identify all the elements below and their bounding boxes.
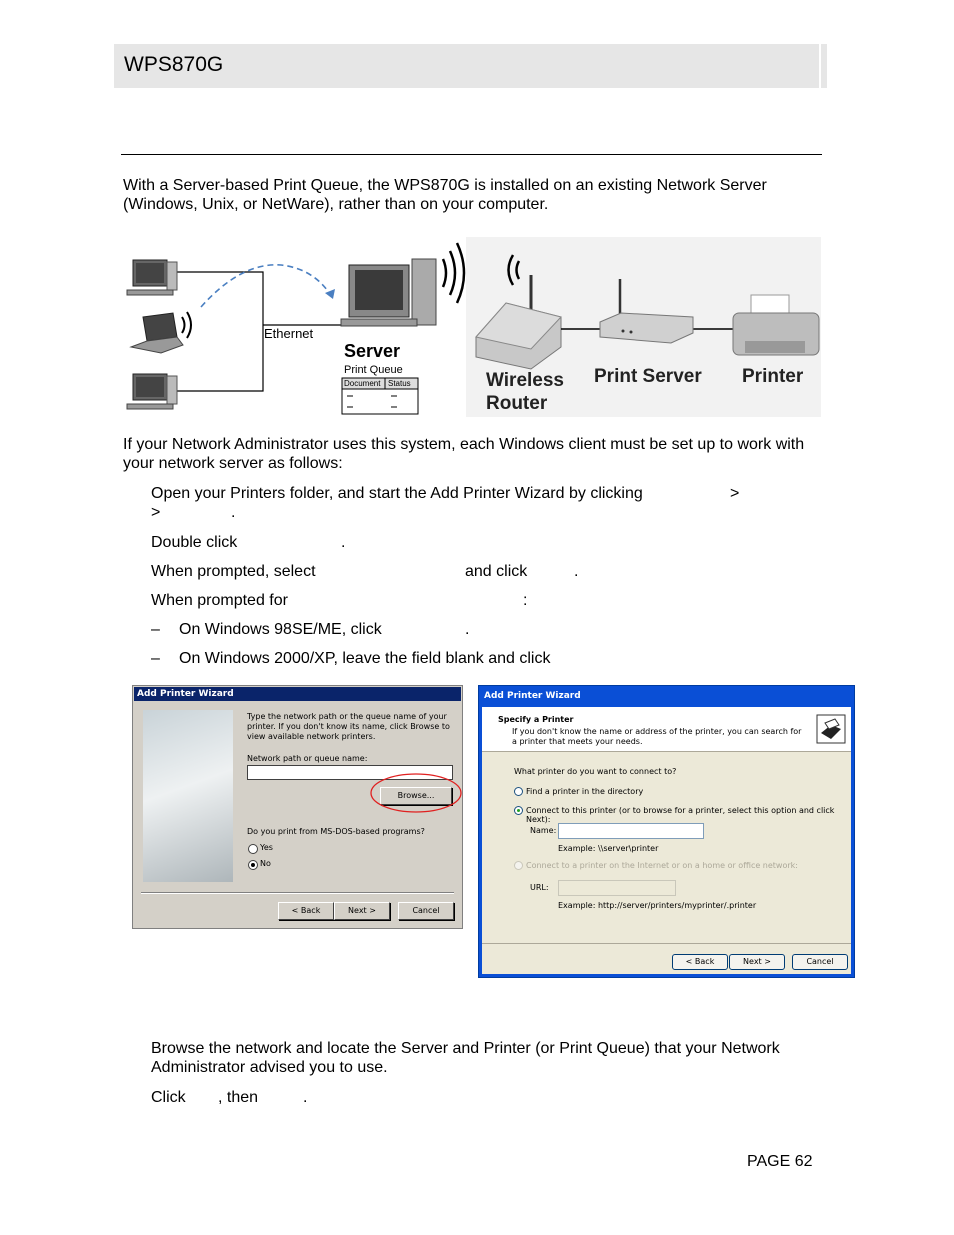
router-label-line1: Wireless (486, 370, 564, 391)
winxp-question: What printer do you want to connect to? (514, 767, 677, 776)
back-button[interactable]: < Back (672, 954, 728, 970)
section-divider (121, 154, 822, 155)
dos-question: Do you print from MS-DOS-based programs? (247, 827, 425, 836)
no-radio[interactable] (248, 860, 258, 870)
yes-radio[interactable] (248, 844, 258, 854)
next-button[interactable]: Next > (729, 954, 785, 970)
winxp-wizard-screenshot (478, 685, 855, 978)
win98-wizard-screenshot (132, 685, 463, 929)
internet-printer-radio[interactable] (514, 861, 523, 870)
server-icon (341, 259, 436, 326)
winxp-client-area (482, 707, 851, 974)
client-pc-icon (127, 374, 177, 409)
winxp-title-bar: Add Printer Wizard (484, 691, 581, 701)
page-number: PAGE 62 (747, 1153, 813, 1170)
network-diagram (121, 237, 821, 417)
step-1-period: . (231, 504, 236, 521)
name-label: Name: (530, 826, 557, 835)
yes-radio-label: Yes (260, 843, 273, 852)
bullet-xp-text: On Windows 2000/XP, leave the field blank and click (179, 650, 551, 667)
step-3-period: . (574, 563, 579, 580)
winxp-header-panel (482, 707, 851, 752)
step-4-text: When prompted for (151, 592, 288, 609)
connect-printer-radio[interactable] (514, 806, 523, 815)
queue-col-status: Status (388, 379, 411, 388)
url-input[interactable] (558, 880, 676, 896)
step-2-period: . (341, 534, 346, 551)
cancel-button[interactable]: Cancel (398, 902, 454, 920)
wizard-side-image (143, 710, 233, 882)
step-6-period: . (303, 1089, 308, 1106)
back-button[interactable]: < Back (278, 902, 334, 920)
step-3-text: When prompted, select (151, 563, 316, 580)
router-label-line2: Router (486, 393, 548, 414)
win98-title-bar: Add Printer Wizard (134, 687, 461, 701)
page-header-title: WPS870G (124, 53, 224, 76)
winxp-divider (482, 943, 851, 944)
cancel-button[interactable]: Cancel (792, 954, 848, 970)
bullet-dash: – (151, 650, 160, 667)
printer-label: Printer (742, 366, 804, 387)
browse-button[interactable]: Browse... (380, 787, 452, 805)
internet-printer-label: Connect to a printer on the Internet or on a home or office network: (526, 861, 798, 870)
server-label: Server (344, 341, 401, 361)
bullet-98-text: On Windows 98SE/ME, click (179, 621, 382, 638)
intro-paragraph: With a Server-based Print Queue, the WPS870G is installed on an existing Network Server (Windows, Unix, or NetWare), rather than on your computer. (123, 177, 767, 213)
win98-path-label: Network path or queue name: (247, 754, 368, 763)
no-radio-label: No (260, 859, 271, 868)
print-server-label: Print Server (594, 366, 702, 387)
step-6-text: Click (151, 1089, 186, 1106)
url-label: URL: (530, 883, 549, 892)
queue-col-document: Document (344, 379, 381, 388)
step-2-text: Double click (151, 534, 238, 551)
print-queue-label: Print Queue (344, 364, 403, 376)
setup-paragraph: If your Network Administrator uses this system, each Windows client must be set up to work with your network server as follows: (123, 436, 805, 472)
connect-printer-label: Connect to this printer (or to browse for a printer, select this option and click Next): (526, 806, 835, 824)
url-example: Example: http://server/printers/myprinter/.printer (558, 901, 757, 910)
next-button[interactable]: Next > (334, 902, 390, 920)
find-printer-label: Find a printer in the directory (526, 787, 644, 796)
highlight-circle (369, 772, 463, 814)
bullet-dash: – (151, 621, 160, 638)
step-3-text-b: and click (465, 563, 528, 580)
step-1-separator: > (151, 504, 161, 521)
printer-name-input[interactable] (558, 823, 704, 839)
step-4-colon: : (523, 592, 528, 609)
win98-divider (141, 892, 454, 894)
printer-wizard-icon (815, 713, 847, 745)
step-1-separator: > (730, 485, 740, 502)
win98-instructions: Type the network path or the queue name of your printer. If you don't know its name, click Browse to view available network printers. (247, 712, 450, 741)
client-pc-icon (127, 260, 177, 295)
laptop-icon (131, 313, 183, 353)
ethernet-label: Ethernet (264, 326, 314, 341)
step-5-text: Browse the network and locate the Server and Printer (or Print Queue) that your Network Administrator advised you to use. (151, 1040, 780, 1076)
bullet-98-period: . (465, 621, 470, 638)
winxp-subheading: If you don't know the name or address of the printer, you can search for a printer that meets your needs. (512, 727, 802, 746)
step-6-text-b: , then (218, 1089, 259, 1106)
name-example: Example: \\server\printer (558, 844, 659, 853)
winxp-heading: Specify a Printer (498, 715, 574, 724)
find-printer-radio[interactable] (514, 787, 523, 796)
step-1-text: Open your Printers folder, and start the Add Printer Wizard by clicking (151, 485, 643, 502)
